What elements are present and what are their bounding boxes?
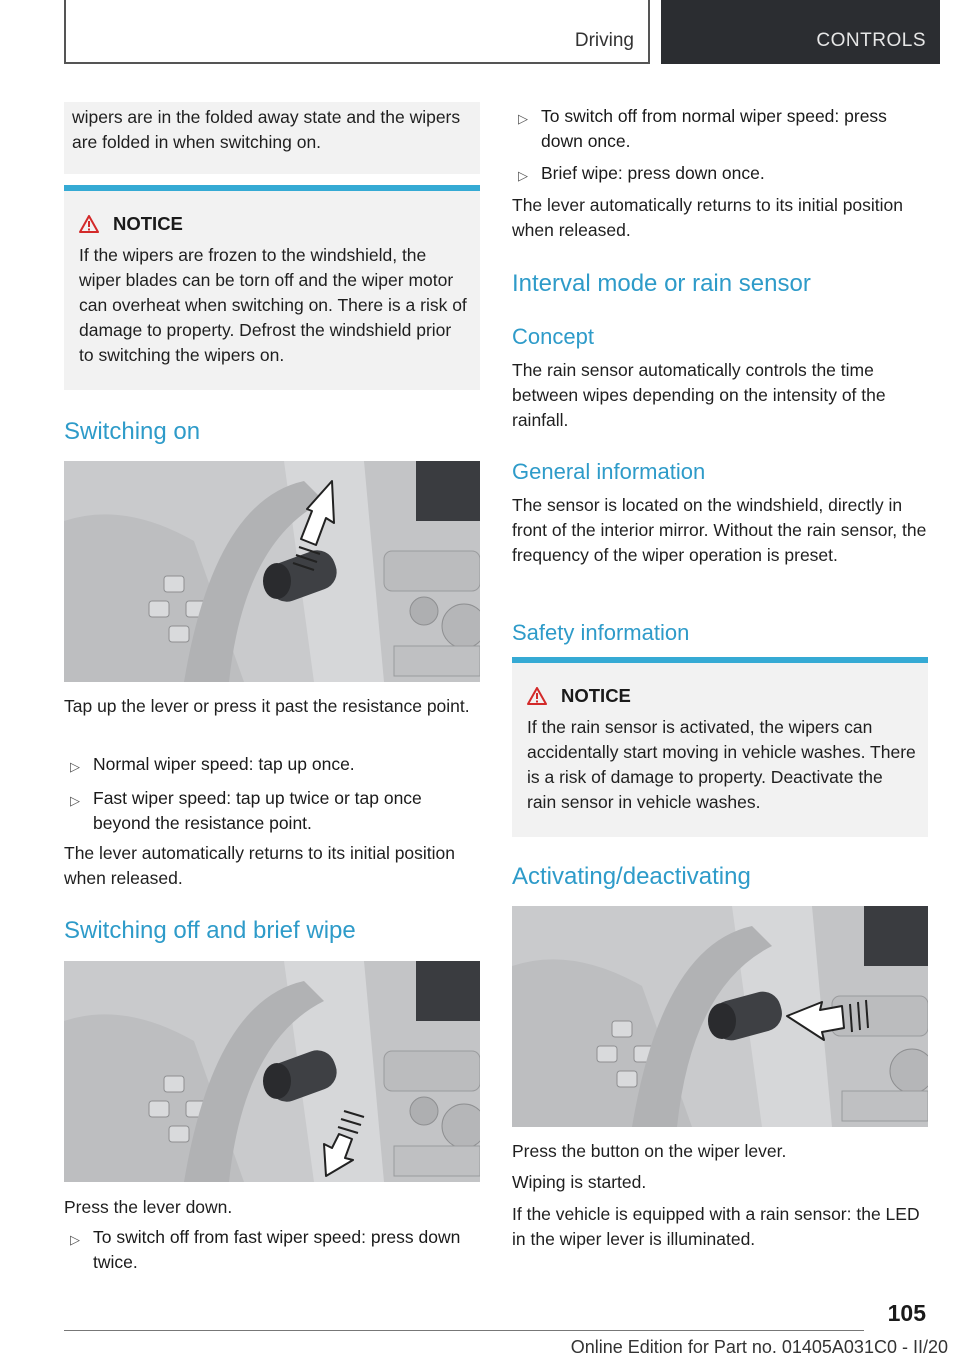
list-item: ▷ Fast wiper speed: tap up twice or tap once beyond the resistance point. — [64, 786, 480, 836]
heading-switching-off: Switching off and brief wipe — [64, 917, 356, 944]
bullet-triangle-icon: ▷ — [70, 1232, 80, 1247]
list-item: ▷ To switch off from normal wiper speed: press down once. — [512, 104, 928, 154]
activating-text-3: If the vehicle is equipped with a rain sensor: the LED in the wiper lever is illuminated. — [512, 1204, 920, 1249]
concept-text: The rain sensor automatically controls the time between wipes depending on the intensity of the rainfall. — [512, 360, 886, 430]
bullet-triangle-icon: ▷ — [70, 793, 80, 808]
general-info-text: The sensor is located on the windshield, directly in front of the interior mirror. Without the rain sensor, the frequency of the wiper operation is preset. — [512, 495, 927, 565]
list-item: ▷ Brief wipe: press down once. — [512, 161, 928, 188]
heading-activating: Activating/deactivating — [512, 863, 751, 890]
notice-text: If the wipers are frozen to the windshield, the wiper blades can be torn off and the wiper motor can overheat when switching on. There is a risk of damage to property. Defrost the windshield prior to switching the wipers on. — [79, 245, 467, 365]
heading-concept: Concept — [512, 324, 594, 349]
bullet-triangle-icon: ▷ — [518, 111, 528, 126]
activating-text-2: Wiping is started. — [512, 1172, 647, 1192]
notice-text: If the rain sensor is activated, the wipers can accidentally start moving in vehicle washes. There is a risk of damage to property. Deactivate the rain sensor in vehicle washes. — [527, 717, 916, 812]
right-bullets-top — [512, 104, 928, 188]
activating-text-1: Press the button on the wiper lever. — [512, 1141, 787, 1161]
right-after-text: The lever automatically returns to its initial position when released. — [512, 195, 904, 240]
footer-edition: Online Edition for Part no. 01405A031C0 - II/20 — [570, 1337, 948, 1357]
bullet-triangle-icon: ▷ — [70, 759, 80, 774]
bullet-triangle-icon: ▷ — [518, 168, 528, 183]
header-chapter-label: CONTROLS — [816, 30, 926, 51]
notice-box-2 — [512, 657, 928, 837]
switching-on-bullets — [64, 752, 480, 836]
intro-box — [64, 102, 480, 174]
figure-lever-down — [64, 961, 480, 1182]
switching-on-text: Tap up the lever or press it past the resistance point. — [64, 696, 470, 716]
footer-divider — [64, 1330, 864, 1331]
warning-icon — [527, 687, 547, 705]
notice-title: NOTICE — [561, 685, 631, 706]
page-number: 105 — [887, 1300, 926, 1326]
switching-off-bullets — [64, 1225, 480, 1275]
heading-interval: Interval mode or rain sensor — [512, 270, 811, 297]
intro-text: wipers are in the folded away state and the wipers are folded in when switching on. — [72, 107, 461, 152]
list-item: ▷ To switch off from fast wiper speed: press down twice. — [64, 1225, 480, 1275]
notice-title: NOTICE — [113, 213, 183, 234]
list-item: ▷ Normal wiper speed: tap up once. — [64, 752, 480, 779]
header-frame — [64, 0, 650, 64]
warning-icon — [79, 215, 99, 233]
heading-switching-on: Switching on — [64, 418, 201, 445]
heading-general-info: General information — [512, 459, 706, 484]
switching-off-text: Press the lever down. — [64, 1197, 233, 1217]
heading-safety-info: Safety information — [512, 620, 690, 645]
header-chapter — [661, 0, 940, 64]
switching-on-after: The lever automatically returns to its initial position when released. — [64, 843, 456, 888]
figure-lever-up — [64, 461, 480, 682]
figure-lever-button — [512, 906, 928, 1127]
notice-box-1 — [64, 185, 480, 390]
header-section: Driving — [574, 30, 634, 51]
